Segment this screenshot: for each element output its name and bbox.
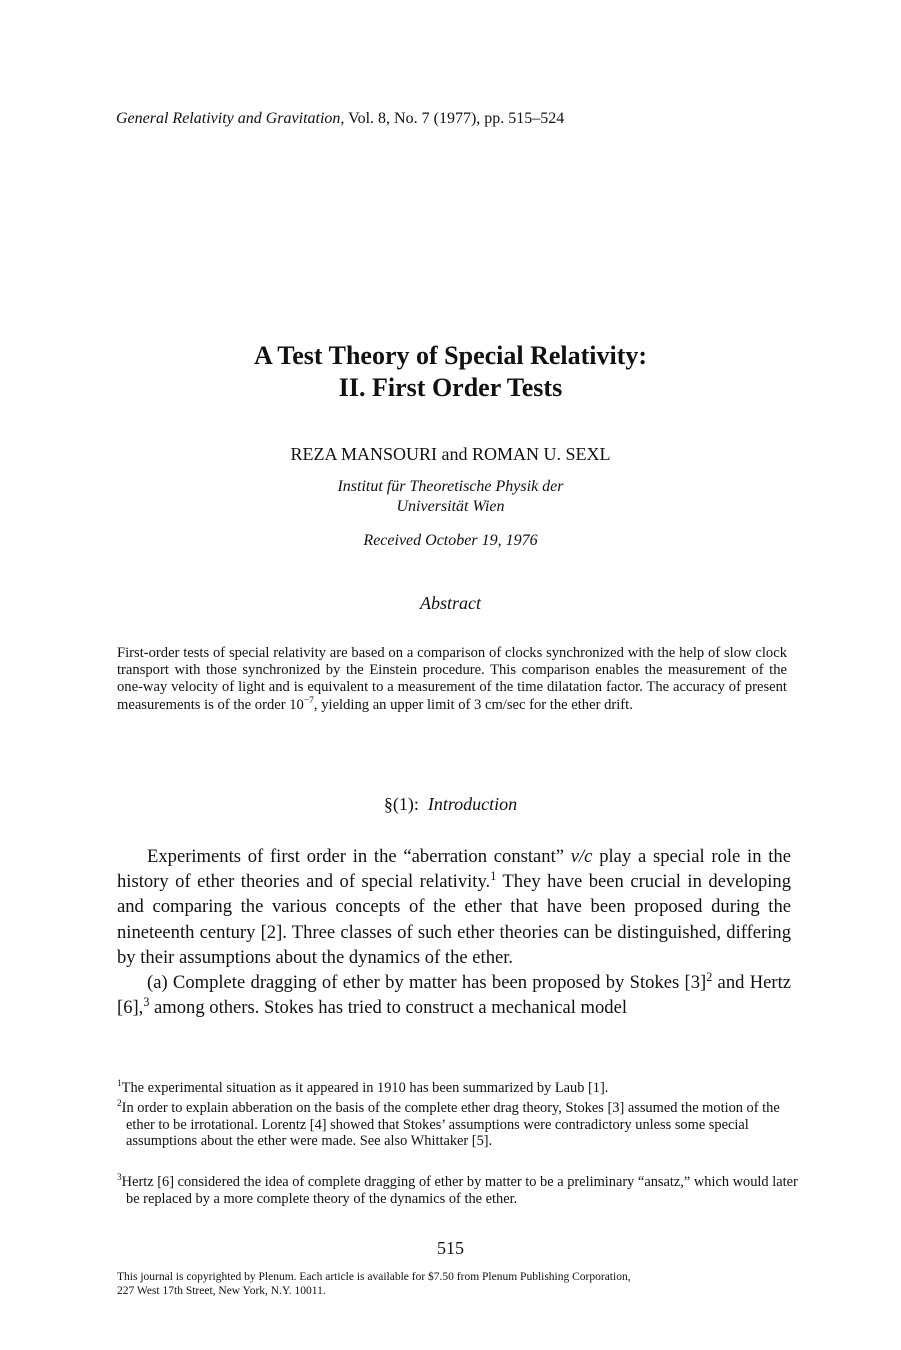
copyright-line2: 227 West 17th Street, New York, N.Y. 10011. [117,1284,326,1297]
footnote-1 [117,1080,801,1097]
footnote-2 [117,1100,810,1150]
affiliation-line2: Universität Wien [396,498,505,515]
abstract-text-main: First-order tests of special relativity are based on a comparison of clocks synchronized with the help of slow clock transport with those synchronized by the Einstein procedure. This comparison enables the measurement of the one-way velocity of light and is equivalent to a measurement of the time dilatation factor. The accuracy of present measurements is of the order 10 [117,645,787,713]
footnote-text: The experimental situation as it appeared in 1910 has been summarized by Laub [1]. [121,1080,609,1096]
p1-text-c: They have been crucial in developing and comparing the various concepts of the ether that have been proposed during the nineteenth century [2]. Three classes of such ether theories can be distinguished, differing by their assumptions about the dynamics of the ether. [117,871,791,968]
footnote-text: In order to explain abberation on the basis of the complete ether drag theory, Stokes [3] assumed the motion of the ether to be irrotational. Lorentz [4] showed that Stokes’ assumptions were contradictory unless some special assumptions about the ether were made. See also Whittaker [5]. [121,1100,780,1150]
p1-text-a: Experiments of first order in the “aberration constant” [147,846,571,867]
paragraph-2 [117,970,791,1020]
footnote-ref-2: 2 [706,969,713,984]
journal-volume-pages: , Vol. 8, No. 7 (1977), pp. 515–524 [340,110,565,127]
abstract-exponent: −7 [303,695,314,706]
section-title: Introduction [427,794,518,814]
footnote-ref-1: 1 [490,869,497,884]
p2-text-a: (a) Complete dragging of ether by matter has been proposed by Stokes [3] [147,972,707,994]
paragraph-1 [117,844,791,970]
abstract-text-end: , yielding an upper limit of 3 cm/sec for the ether drift. [313,696,633,713]
p1-vc: v/c [570,846,593,867]
paper-title-line2: II. First Order Tests [338,373,563,402]
affiliation-line1: Institut für Theoretische Physik der [337,478,564,495]
journal-citation [116,110,564,128]
body-text [117,844,791,1020]
footnote-mark: 2 [117,1099,122,1110]
received-date: Received October 19, 1976 [363,532,538,549]
abstract-text [117,645,787,714]
footnote-mark: 3 [117,1173,122,1184]
journal-title: General Relativity and Gravitation [116,110,341,127]
footnote-3 [117,1174,810,1207]
paper-title-line1: A Test Theory of Special Relativity: [253,341,648,370]
p2-text-b: and Hertz [6], [117,972,791,1019]
section-number: §(1): [383,794,419,814]
footnote-ref-3: 3 [143,995,150,1010]
footnote-mark: 1 [117,1079,122,1090]
page-number: 515 [437,1238,464,1258]
copyright-notice [117,1271,817,1298]
section-heading [0,794,901,815]
footnote-text: Hertz [6] considered the idea of complete dragging of ether by matter to be a preliminary “ansatz,” which would later be replaced by a more complete theory of the dynamics of the ether. [121,1174,798,1207]
authors: REZA MANSOURI and ROMAN U. SEXL [290,444,611,464]
abstract-heading: Abstract [420,593,481,613]
p2-text-c: among others. Stokes has tried to construct a mechanical model [149,997,628,1019]
p1-text-b: play a special role in the history of ether theories and of special relativity. [117,846,791,893]
copyright-line1: This journal is copyrighted by Plenum. Each article is available for $7.50 from Plenum Publishing Corporation, [117,1271,631,1283]
